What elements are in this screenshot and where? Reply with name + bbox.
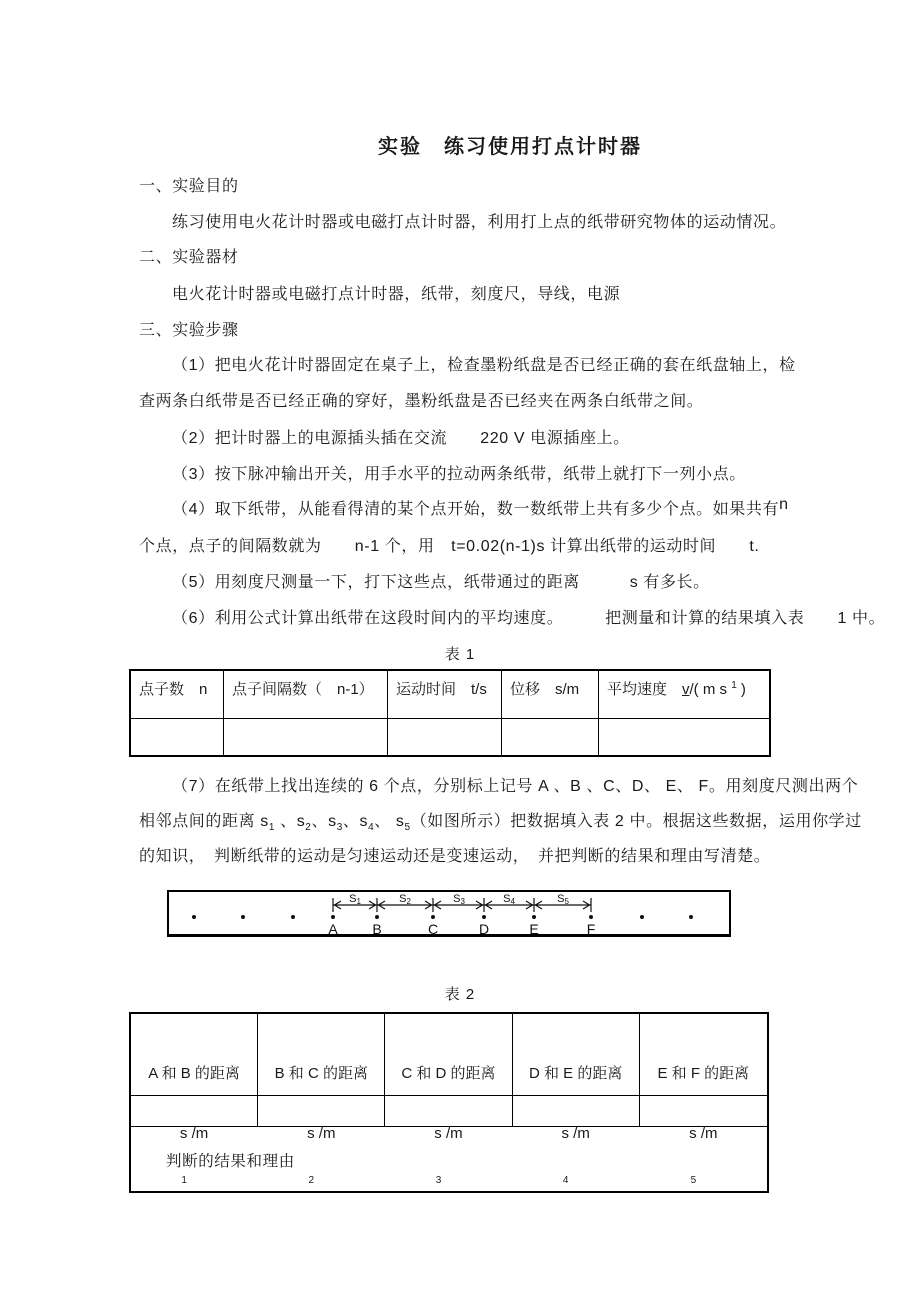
table1	[130, 670, 770, 756]
section2-text: 电火花计时器或电磁打点计时器，纸带，刻度尺，导线，电源	[172, 286, 621, 303]
point-labels	[328, 921, 595, 937]
label-point-D: D	[478, 921, 490, 937]
label-s5: S5	[557, 893, 569, 906]
avg-velocity-symbol: v	[682, 681, 690, 698]
step1-line1: （1）把电火花计时器固定在桌子上，检查墨粉纸盘是否已经正确的套在纸盘轴上，检	[172, 357, 796, 374]
step5-line: （5）用刻度尺测量一下，打下这些点，纸带通过的距离 s 有多长。	[172, 574, 710, 591]
table1-header-displacement: 位移 s/m	[502, 671, 599, 719]
label-point-F: F	[586, 921, 596, 937]
label-s4: S4	[503, 893, 515, 906]
table2-empty-cell	[131, 1096, 258, 1127]
table2-empty-cell	[385, 1096, 512, 1127]
tape-figure	[169, 892, 729, 937]
step4-variable-n: n	[779, 496, 789, 513]
step7-line2: 相邻点间的距离 $s_1$ 、$s_2$、$s_3$、$s_4$、 $s_5$（如图所示）把数据填入表 2 中。根据这些数据，运用你学过	[139, 813, 862, 834]
section1-heading: 一、实验目的	[139, 178, 239, 195]
step4-line1	[139, 496, 790, 519]
step2-line: （2）把计时器上的电源插头插在交流 220 V 电源插座上。	[172, 430, 630, 447]
table1-header-avg-velocity: 平均速度 v/( m s $^1$ )	[599, 671, 769, 719]
label-point-B: B	[372, 921, 382, 937]
label-point-C: C	[427, 921, 439, 937]
step6-line: （6）利用公式计算出纸带在这段时间内的平均速度。 把测量和计算的结果填入表 1 中。	[172, 610, 886, 627]
table1-header-interval-count: 点子间隔数（ n-1）	[224, 671, 388, 719]
table2-empty-cell	[513, 1096, 640, 1127]
step4-line1-text: （4）取下纸带，从能看得清的某个点开始，数一数纸带上共有多少个点。如果共有	[172, 501, 780, 518]
step1-line2: 查两条白纸带是否已经正确的穿好，墨粉纸盘是否已经夹在两条白纸带之间。	[139, 393, 704, 410]
step4-line2: 个点，点子的间隔数就为 n-1 个，用 t=0.02(n-1)s 计算出纸带的运动时间 t.	[139, 538, 760, 555]
step3-line: （3）按下脉冲输出开关，用手水平的拉动两条纸带，纸带上就打下一列小点。	[172, 466, 746, 483]
label-s2: S2	[399, 893, 411, 906]
step7-line3: 的知识， 判断纸带的运动是匀速运动还是变速运动， 并把判断的结果和理由写清楚。	[139, 848, 771, 865]
table1-header-dot-count: 点子数 n	[131, 671, 224, 719]
table1-caption: 表 1	[444, 646, 476, 663]
table1-header-time: 运动时间 t/s	[388, 671, 502, 719]
label-point-A: A	[328, 921, 338, 937]
table1-empty-cell	[388, 719, 502, 755]
label-s3: S3	[453, 893, 465, 906]
table2-header-ef: E 和 F 的距离 s /m 5	[640, 1014, 767, 1096]
tape-dots	[192, 915, 693, 919]
section1-text: 练习使用电火花计时器或电磁打点计时器，利用打上点的纸带研究物体的运动情况。	[172, 214, 787, 231]
section3-heading: 三、实验步骤	[139, 322, 239, 339]
table2-caption: 表 2	[444, 986, 476, 1003]
table2-header-bc: B 和 C 的距离 s /m 2	[258, 1014, 385, 1096]
paper-tape-diagram	[167, 890, 731, 937]
table2-header-ab: A 和 B 的距离 s /m 1	[131, 1014, 258, 1096]
table2-header-cd: C 和 D 的距离 s /m 3	[385, 1014, 512, 1096]
label-s1: S1	[349, 893, 361, 906]
table2-judgement-row: 判断的结果和理由	[166, 1153, 295, 1170]
table2	[130, 1013, 768, 1192]
table2-empty-cell	[258, 1096, 385, 1127]
label-point-E: E	[529, 921, 539, 937]
page-title: 实验 练习使用打点计时器	[378, 136, 642, 158]
section2-heading: 二、实验器材	[139, 249, 239, 266]
table1-empty-cell	[131, 719, 224, 755]
table2-header-de: D 和 E 的距离 s /m 4	[513, 1014, 640, 1096]
table2-empty-cell	[640, 1096, 767, 1127]
table1-empty-cell	[599, 719, 769, 755]
step7-line1: （7）在纸带上找出连续的 6 个点，分别标上记号 A 、B 、C、D、 E、 F。用刻度尺测出两个	[172, 778, 859, 795]
table1-empty-cell	[224, 719, 388, 755]
table1-empty-cell	[502, 719, 599, 755]
